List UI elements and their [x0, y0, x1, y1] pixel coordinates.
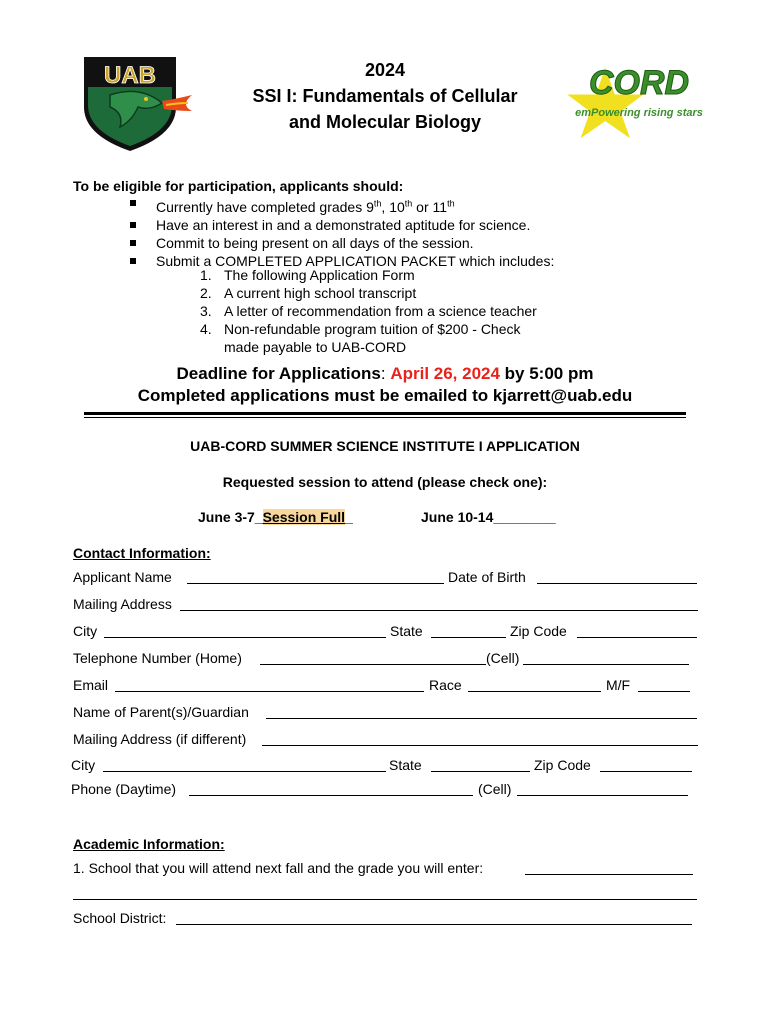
packet-list: [200, 266, 537, 356]
school-question: 1. School that you will attend next fall and the grade you will enter:: [73, 860, 484, 876]
mf-label: M/F: [606, 677, 631, 693]
email-label: Email: [73, 677, 109, 693]
school-district-field[interactable]: [176, 924, 692, 925]
telephone-home-field[interactable]: [260, 664, 486, 665]
school-field-line-2[interactable]: [73, 899, 697, 900]
telephone-home-label: Telephone Number (Home): [73, 650, 242, 666]
eligibility-list: [130, 194, 554, 270]
city2-field[interactable]: [103, 771, 386, 772]
eligibility-item: Commit to being present on all days of the session.: [130, 234, 554, 252]
eligibility-item: Have an interest in and a demonstrated aptitude for science.: [130, 216, 554, 234]
state-label: State: [390, 623, 423, 639]
mf-field[interactable]: [638, 691, 690, 692]
parent-name-label: Name of Parent(s)/Guardian: [73, 704, 249, 720]
session-full-badge: Session Full: [262, 509, 346, 525]
email-field[interactable]: [115, 691, 424, 692]
school-field[interactable]: [525, 874, 693, 875]
dob-label: Date of Birth: [448, 569, 526, 585]
cell2-field[interactable]: [517, 795, 688, 796]
eligibility-item: Submit a COMPLETED APPLICATION PACKET which includes:: [130, 252, 554, 270]
packet-item: 1. The following Application Form: [200, 267, 415, 283]
bullet-icon: [130, 258, 136, 264]
packet-item: 2. A current high school transcript: [200, 285, 417, 301]
city-field[interactable]: [104, 637, 386, 638]
bullet-icon: [130, 240, 136, 246]
academic-heading: Academic Information:: [73, 836, 225, 852]
cord-logo-text: CORD: [588, 64, 690, 102]
state2-label: State: [389, 757, 422, 773]
dob-field[interactable]: [537, 583, 697, 584]
zip2-field[interactable]: [600, 771, 692, 772]
phone-day-field[interactable]: [189, 795, 473, 796]
eligibility-grades-text: Currently have completed grades 9th, 10th or 11th: [156, 198, 455, 215]
eligibility-item: [130, 194, 554, 216]
zip-field[interactable]: [577, 637, 697, 638]
cell2-label: (Cell): [478, 781, 512, 797]
zip2-label: Zip Code: [534, 757, 591, 773]
packet-item: 4. Non-refundable program tuition of $200 - Check: [200, 321, 521, 337]
cord-tagline: emPowering rising stars: [575, 107, 703, 119]
applicant-name-label: Applicant Name: [73, 569, 172, 585]
form-title: UAB-CORD SUMMER SCIENCE INSTITUTE I APPLICATION: [190, 438, 580, 454]
bullet-icon: [130, 200, 136, 206]
title-line-2: SSI I: Fundamentals of Cellular: [252, 86, 518, 106]
contact-heading: Contact Information:: [73, 545, 211, 561]
city2-label: City: [71, 757, 96, 773]
cell-label: (Cell): [486, 650, 520, 666]
packet-item: made payable to UAB-CORD: [224, 339, 407, 355]
race-field[interactable]: [468, 691, 601, 692]
applicant-name-field[interactable]: [187, 583, 444, 584]
state2-field[interactable]: [431, 771, 530, 772]
session-option-june-10-14[interactable]: June 10-14________: [421, 509, 556, 525]
school-district-label: School District:: [73, 910, 167, 926]
session-option-june-3-7[interactable]: June 3-7_Session Full_: [198, 509, 353, 525]
deadline-line: Deadline for Applications: April 26, 2024 by 5:00 pm: [176, 364, 594, 383]
uab-logo-text: UAB: [104, 62, 156, 89]
session-prompt: Requested session to attend (please check one):: [222, 474, 548, 490]
zip-label: Zip Code: [510, 623, 567, 639]
parent-name-field[interactable]: [266, 718, 697, 719]
city-label: City: [73, 623, 98, 639]
mailing-address-label: Mailing Address: [73, 596, 172, 612]
cell-field[interactable]: [523, 664, 689, 665]
title-line-3: and Molecular Biology: [288, 112, 482, 132]
mailing-diff-field[interactable]: [262, 745, 698, 746]
packet-item: 3. A letter of recommendation from a science teacher: [200, 303, 537, 319]
state-field[interactable]: [431, 637, 506, 638]
phone-day-label: Phone (Daytime): [71, 781, 177, 797]
divider: [84, 412, 686, 415]
eligibility-heading: To be eligible for participation, applicants should:: [73, 178, 404, 194]
title-year: 2024: [364, 60, 406, 80]
divider: [84, 417, 686, 418]
mailing-address-field[interactable]: [180, 610, 698, 611]
mailing-diff-label: Mailing Address (if different): [73, 731, 247, 747]
bullet-icon: [130, 222, 136, 228]
deadline-date: April 26, 2024: [390, 364, 500, 383]
race-label: Race: [429, 677, 462, 693]
email-instruction: Completed applications must be emailed to kjarrett@uab.edu: [137, 386, 633, 405]
